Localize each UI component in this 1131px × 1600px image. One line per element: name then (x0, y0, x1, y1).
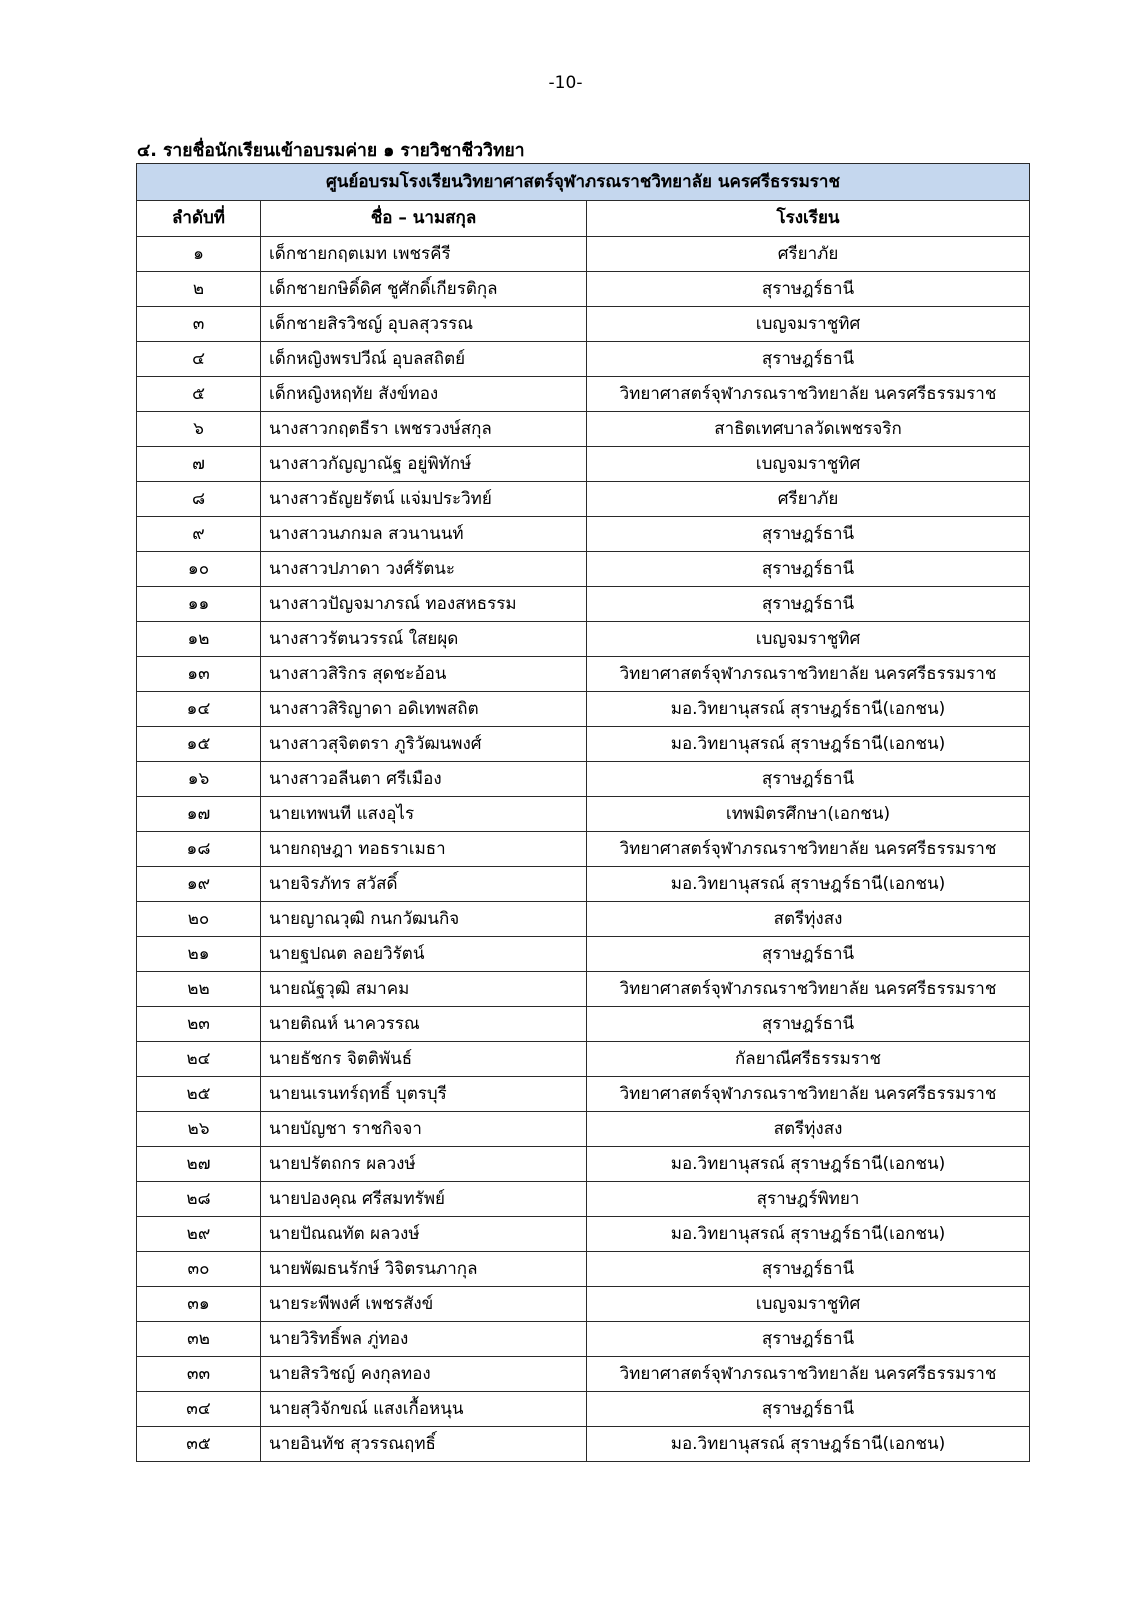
student-name: นายระพีพงศ์ เพชรสังข์ (261, 1287, 587, 1322)
student-name: นางสาวสิริญาดา อดิเทพสถิต (261, 692, 587, 727)
student-name: นายจิรภัทร สวัสดิ์ (261, 867, 587, 902)
school-name: สุราษฎร์พิทยา (587, 1182, 1030, 1217)
column-header-name: ชื่อ – นามสกุล (261, 201, 587, 237)
row-number: ๓๑ (137, 1287, 261, 1322)
student-name: นายกฤษฎา ทอธราเมธา (261, 832, 587, 867)
row-number: ๘ (137, 482, 261, 517)
row-number: ๙ (137, 517, 261, 552)
row-number: ๑๒ (137, 622, 261, 657)
school-name: กัลยาณีศรีธรรมราช (587, 1042, 1030, 1077)
school-name: สุราษฎร์ธานี (587, 1392, 1030, 1427)
student-name: นางสาวปภาดา วงศ์รัตนะ (261, 552, 587, 587)
student-name: นางสาวรัตนวรรณ์ ใสยผุด (261, 622, 587, 657)
student-name: เด็กหญิงหฤทัย สังข์ทอง (261, 377, 587, 412)
row-number: ๑๐ (137, 552, 261, 587)
school-name: สาธิตเทศบาลวัดเพชรจริก (587, 412, 1030, 447)
row-number: ๓๐ (137, 1252, 261, 1287)
row-number: ๑ (137, 237, 261, 272)
table-row (137, 412, 1030, 447)
table-row (137, 1217, 1030, 1252)
table-header-row (137, 201, 1030, 237)
school-name: สุราษฎร์ธานี (587, 587, 1030, 622)
row-number: ๒ (137, 272, 261, 307)
column-header-school: โรงเรียน (587, 201, 1030, 237)
student-name: นายธัชกร จิตติพันธ์ (261, 1042, 587, 1077)
section-heading: ๔. รายชื่อนักเรียนเข้าอบรมค่าย ๑ รายวิชาชีววิทยา (137, 141, 525, 161)
student-name: นางสาวสิริกร สุดชะอ้อน (261, 657, 587, 692)
school-name: สุราษฎร์ธานี (587, 762, 1030, 797)
student-name: นายพัฒธนรักษ์ วิจิตรนภากุล (261, 1252, 587, 1287)
row-number: ๔ (137, 342, 261, 377)
row-number: ๒๕ (137, 1077, 261, 1112)
school-name: มอ.วิทยานุสรณ์ สุราษฎร์ธานี(เอกชน) (587, 1217, 1030, 1252)
table-row (137, 622, 1030, 657)
table-row (137, 692, 1030, 727)
row-number: ๒๖ (137, 1112, 261, 1147)
school-name: มอ.วิทยานุสรณ์ สุราษฎร์ธานี(เอกชน) (587, 1147, 1030, 1182)
student-name: นายอินทัช สุวรรณฤทธิ์ (261, 1427, 587, 1462)
student-name: นางสาวปัญจมาภรณ์ ทองสหธรรม (261, 587, 587, 622)
school-name: เบญจมราชูทิศ (587, 1287, 1030, 1322)
table-row (137, 657, 1030, 692)
row-number: ๑๑ (137, 587, 261, 622)
school-name: วิทยาศาสตร์จุฬาภรณราชวิทยาลัย นครศรีธรรมราช (587, 657, 1030, 692)
table-row (137, 1357, 1030, 1392)
table-row (137, 237, 1030, 272)
student-name: นายเทพนที แสงอุไร (261, 797, 587, 832)
student-name: นายวิริทธิ์พล ภู่ทอง (261, 1322, 587, 1357)
school-name: วิทยาศาสตร์จุฬาภรณราชวิทยาลัย นครศรีธรรมราช (587, 832, 1030, 867)
school-name: สุราษฎร์ธานี (587, 1322, 1030, 1357)
student-name: เด็กหญิงพรปวีณ์ อุบลสถิตย์ (261, 342, 587, 377)
row-number: ๓๔ (137, 1392, 261, 1427)
table-row (137, 902, 1030, 937)
school-name: สุราษฎร์ธานี (587, 552, 1030, 587)
student-name: นางสาวธัญยรัตน์ แจ่มประวิทย์ (261, 482, 587, 517)
row-number: ๓๕ (137, 1427, 261, 1462)
student-name: เด็กชายกษิดิ์ดิศ ชูศักดิ์เกียรติกุล (261, 272, 587, 307)
school-name: มอ.วิทยานุสรณ์ สุราษฎร์ธานี(เอกชน) (587, 867, 1030, 902)
table-row (137, 447, 1030, 482)
table-title: ศูนย์อบรมโรงเรียนวิทยาศาสตร์จุฬาภรณราชวิทยาลัย นครศรีธรรมราช (137, 164, 1030, 201)
student-name: นายบัญชา ราชกิจจา (261, 1112, 587, 1147)
page-number: -10- (548, 73, 583, 93)
row-number: ๑๔ (137, 692, 261, 727)
table-row (137, 972, 1030, 1007)
school-name: ศรียาภัย (587, 482, 1030, 517)
table-row (137, 762, 1030, 797)
student-name: นายปัณณทัต ผลวงษ์ (261, 1217, 587, 1252)
school-name: เบญจมราชูทิศ (587, 622, 1030, 657)
row-number: ๒๒ (137, 972, 261, 1007)
school-name: เบญจมราชูทิศ (587, 447, 1030, 482)
school-name: ศรียาภัย (587, 237, 1030, 272)
school-name: วิทยาศาสตร์จุฬาภรณราชวิทยาลัย นครศรีธรรมราช (587, 377, 1030, 412)
student-name: เด็กชายสิรวิชญ์ อุบลสุวรรณ (261, 307, 587, 342)
student-name: นางสาวสุจิตตรา ภูริวัฒนพงศ์ (261, 727, 587, 762)
student-name: นายนเรนทร์ฤทธิ์ บุตรบุรี (261, 1077, 587, 1112)
row-number: ๒๐ (137, 902, 261, 937)
table-row (137, 307, 1030, 342)
table-body (137, 237, 1030, 1462)
table-row (137, 1077, 1030, 1112)
table-row (137, 1252, 1030, 1287)
student-roster-table (136, 163, 1030, 1462)
school-name: สุราษฎร์ธานี (587, 1007, 1030, 1042)
row-number: ๑๕ (137, 727, 261, 762)
row-number: ๓ (137, 307, 261, 342)
school-name: สุราษฎร์ธานี (587, 1252, 1030, 1287)
row-number: ๑๘ (137, 832, 261, 867)
table-row (137, 937, 1030, 972)
row-number: ๒๙ (137, 1217, 261, 1252)
student-name: นายสิรวิชญ์ คงกุลทอง (261, 1357, 587, 1392)
row-number: ๓๒ (137, 1322, 261, 1357)
table-row (137, 867, 1030, 902)
student-name: นายปรัตถกร ผลวงษ์ (261, 1147, 587, 1182)
table-row (137, 552, 1030, 587)
school-name: สุราษฎร์ธานี (587, 937, 1030, 972)
row-number: ๑๙ (137, 867, 261, 902)
row-number: ๕ (137, 377, 261, 412)
row-number: ๑๓ (137, 657, 261, 692)
table-row (137, 1007, 1030, 1042)
table-row (137, 342, 1030, 377)
row-number: ๑๖ (137, 762, 261, 797)
table-row (137, 1287, 1030, 1322)
school-name: สุราษฎร์ธานี (587, 272, 1030, 307)
school-name: สุราษฎร์ธานี (587, 342, 1030, 377)
table-row (137, 377, 1030, 412)
row-number: ๑๗ (137, 797, 261, 832)
table-row (137, 587, 1030, 622)
student-name: นางสาวกัญญาณัฐ อยู่พิทักษ์ (261, 447, 587, 482)
row-number: ๒๑ (137, 937, 261, 972)
table-row (137, 1147, 1030, 1182)
table-row (137, 832, 1030, 867)
school-name: มอ.วิทยานุสรณ์ สุราษฎร์ธานี(เอกชน) (587, 727, 1030, 762)
student-name: นายสุวิจักขณ์ แสงเกื้อหนุน (261, 1392, 587, 1427)
school-name: วิทยาศาสตร์จุฬาภรณราชวิทยาลัย นครศรีธรรมราช (587, 1077, 1030, 1112)
school-name: สตรีทุ่งสง (587, 902, 1030, 937)
student-name: นายญาณวุฒิ กนกวัฒนกิจ (261, 902, 587, 937)
student-name: เด็กชายกฤตเมท เพชรคีรี (261, 237, 587, 272)
table-row (137, 1042, 1030, 1077)
school-name: วิทยาศาสตร์จุฬาภรณราชวิทยาลัย นครศรีธรรมราช (587, 1357, 1030, 1392)
row-number: ๒๓ (137, 1007, 261, 1042)
school-name: มอ.วิทยานุสรณ์ สุราษฎร์ธานี(เอกชน) (587, 692, 1030, 727)
row-number: ๒๗ (137, 1147, 261, 1182)
student-name: นายปองคุณ ศรีสมทรัพย์ (261, 1182, 587, 1217)
student-name: นายฐปณต ลอยวิรัตน์ (261, 937, 587, 972)
table-row (137, 272, 1030, 307)
table-row (137, 1182, 1030, 1217)
school-name: สตรีทุ่งสง (587, 1112, 1030, 1147)
school-name: เทพมิตรศึกษา(เอกชน) (587, 797, 1030, 832)
row-number: ๓๓ (137, 1357, 261, 1392)
row-number: ๗ (137, 447, 261, 482)
table-row (137, 797, 1030, 832)
table-row (137, 517, 1030, 552)
student-name: นางสาวกฤตธีรา เพชรวงษ์สกุล (261, 412, 587, 447)
student-name: นายติณห์ นาควรรณ (261, 1007, 587, 1042)
table-row (137, 1427, 1030, 1462)
school-name: เบญจมราชูทิศ (587, 307, 1030, 342)
column-header-number: ลำดับที่ (137, 201, 261, 237)
row-number: ๒๘ (137, 1182, 261, 1217)
table-row (137, 1392, 1030, 1427)
student-name: นางสาวอลีนตา ศรีเมือง (261, 762, 587, 797)
school-name: สุราษฎร์ธานี (587, 517, 1030, 552)
school-name: วิทยาศาสตร์จุฬาภรณราชวิทยาลัย นครศรีธรรมราช (587, 972, 1030, 1007)
student-name: นายณัฐวุฒิ สมาคม (261, 972, 587, 1007)
table-row (137, 1112, 1030, 1147)
table-title-row (137, 164, 1030, 201)
student-name: นางสาวนภกมล สวนานนท์ (261, 517, 587, 552)
table-row (137, 727, 1030, 762)
table-row (137, 482, 1030, 517)
table-row (137, 1322, 1030, 1357)
row-number: ๖ (137, 412, 261, 447)
school-name: มอ.วิทยานุสรณ์ สุราษฎร์ธานี(เอกชน) (587, 1427, 1030, 1462)
row-number: ๒๔ (137, 1042, 261, 1077)
